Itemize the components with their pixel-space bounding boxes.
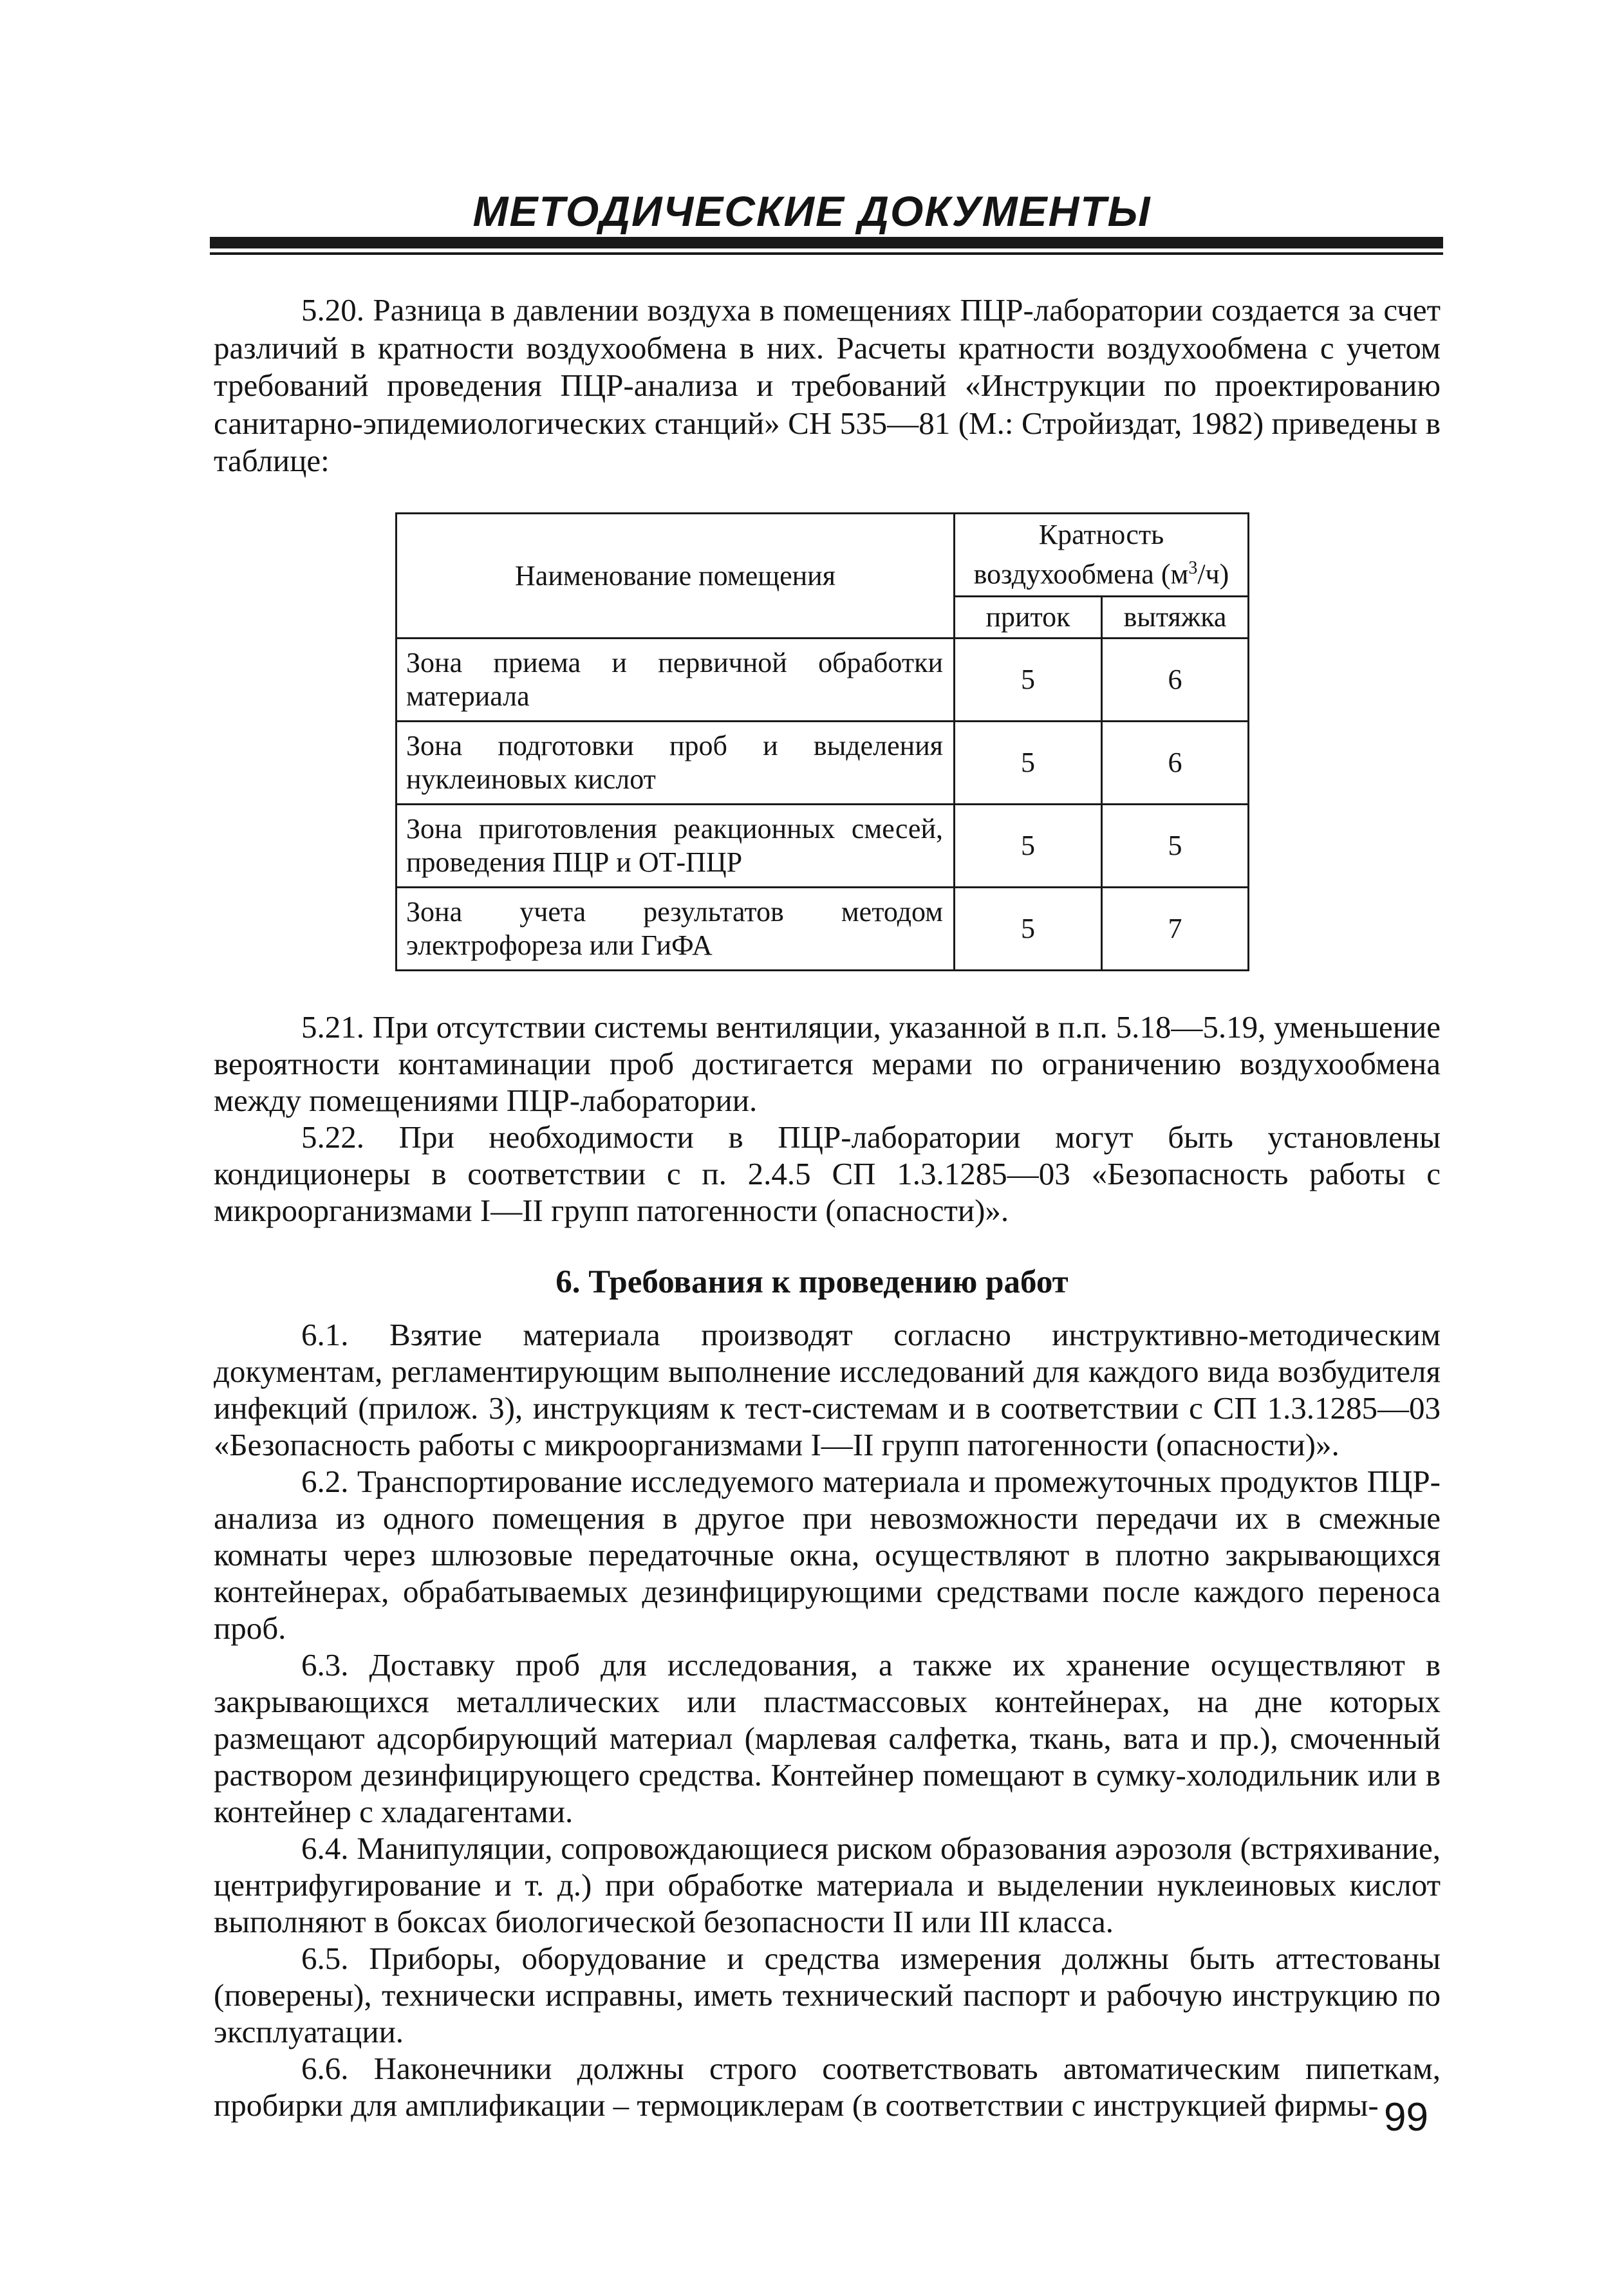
table-cell-exhaust: 6 [1102, 639, 1249, 722]
paragraph-5-22: 5.22. При необходимости в ПЦР-лаборатории могут быть установлены кондиционеры в соответствии с п. 2.4.5 СП 1.3.1285—03 «Безопасность работы с микроорганизмами I—II групп патогенности (опасности)». [214, 1119, 1441, 1228]
table-cell-supply: 5 [955, 639, 1102, 722]
running-header-title: МЕТОДИЧЕСКИЕ ДОКУМЕНТЫ [472, 187, 1152, 235]
table-row [397, 722, 1249, 805]
table-header-air-exchange-text: Кратность воздухообмена (м [973, 519, 1189, 590]
paragraph-6-1: 6.1. Взятие материала производят согласно инструктивно-методическим документам, регламентирующим выполнение исследований для каждого вида возбудителя инфекций (прилож. 3), инструкциям к тест-системам и в соответствии с СП 1.3.1285—03 «Безопасность работы с микроорганизмами I—II групп патогенности (опасности)». [214, 1317, 1441, 1462]
section-6-block [214, 1316, 1441, 2123]
table-row [397, 888, 1249, 971]
page-number: 99 [1384, 2095, 1428, 2140]
header-rule-thick [210, 237, 1443, 248]
table-cell-room: Зона приема и первичной обработки материала [397, 639, 955, 722]
table-cell-room: Зона учета результатов методом электрофореза или ГиФА [397, 888, 955, 971]
table-cell-exhaust: 7 [1102, 888, 1249, 971]
table-subheader-exhaust: вытяжка [1102, 597, 1249, 639]
paragraph-6-3: 6.3. Доставку проб для исследования, а также их хранение осуществляют в закрывающихся металлических или пластмассовых контейнерах, на дне которых размещают адсорбирующий материал (марлевая салфетка, ткань, вата и пр.), смоченный раствором дезинфицирующего средства. Контейнер помещают в сумку-холодильник или в контейнер с хладагентами. [214, 1647, 1441, 1829]
section-heading: 6. Требования к проведению работ [555, 1264, 1069, 1300]
table-row [397, 639, 1249, 722]
table-header-air-exchange [955, 514, 1249, 597]
paragraph-5-21: 5.21. При отсутствии системы вентиляции, указанной в п.п. 5.18—5.19, уменьшение вероятности контаминации проб достигается мерами по ограничению воздухообмена между помещениями ПЦР-лаборатории. [214, 1009, 1441, 1118]
air-exchange-table [395, 512, 1249, 971]
table-cell-supply: 5 [955, 888, 1102, 971]
table-cell-room: Зона приготовления реакционных смесей, проведения ПЦР и ОТ-ПЦР [397, 805, 955, 888]
paragraph-6-2: 6.2. Транспортирование исследуемого материала и промежуточных продуктов ПЦР-анализа из одного помещения в другое при невозможности передачи их в смежные комнаты через шлюзовые передаточные окна, осуществляют в плотно закрывающихся контейнерах, обрабатываемых дезинфицирующими средствами после каждого переноса проб. [214, 1464, 1441, 1646]
table-header-unit-tail: /ч) [1197, 558, 1229, 590]
table-row [397, 805, 1249, 888]
table-header-exponent: 3 [1188, 558, 1198, 579]
table-cell-exhaust: 6 [1102, 722, 1249, 805]
table-header-room-name: Наименование помещения [397, 514, 955, 639]
paragraph-6-4: 6.4. Манипуляции, сопровождающиеся риском образования аэрозоля (встряхивание, центрифугирование и т. д.) при обработке материала и выделении нуклеиновых кислот выполняют в боксах биологической безопасности II или III класса. [214, 1831, 1441, 1939]
paragraph-5-20: 5.20. Разница в давлении воздуха в помещениях ПЦР-лаборатории создается за счет различий в кратности воздухообмена в них. Расчеты кратности воздухообмена с учетом требований проведения ПЦР-анализа и требований «Инструкции по проектированию санитарно-эпидемиологических станций» СН 535—81 (М.: Стройиздат, 1982) приведены в таблице: [214, 292, 1441, 478]
table-cell-exhaust: 5 [1102, 805, 1249, 888]
table-cell-supply: 5 [955, 722, 1102, 805]
paragraph-6-6: 6.6. Наконечники должны строго соответствовать автоматическим пипеткам, пробирки для амплификации – термоциклерам (в соответствии с инструкцией фирмы- [214, 2051, 1441, 2123]
table-cell-supply: 5 [955, 805, 1102, 888]
header-rule-thin [210, 252, 1443, 255]
paragraph-6-5: 6.5. Приборы, оборудование и средства измерения должны быть аттестованы (поверены), технически исправны, иметь технический паспорт и рабочую инструкцию по эксплуатации. [214, 1941, 1441, 2049]
table-cell-room: Зона подготовки проб и выделения нуклеиновых кислот [397, 722, 955, 805]
table-subheader-supply: приток [955, 597, 1102, 639]
intro-block [214, 292, 1441, 480]
after-table-block [214, 1009, 1441, 1229]
